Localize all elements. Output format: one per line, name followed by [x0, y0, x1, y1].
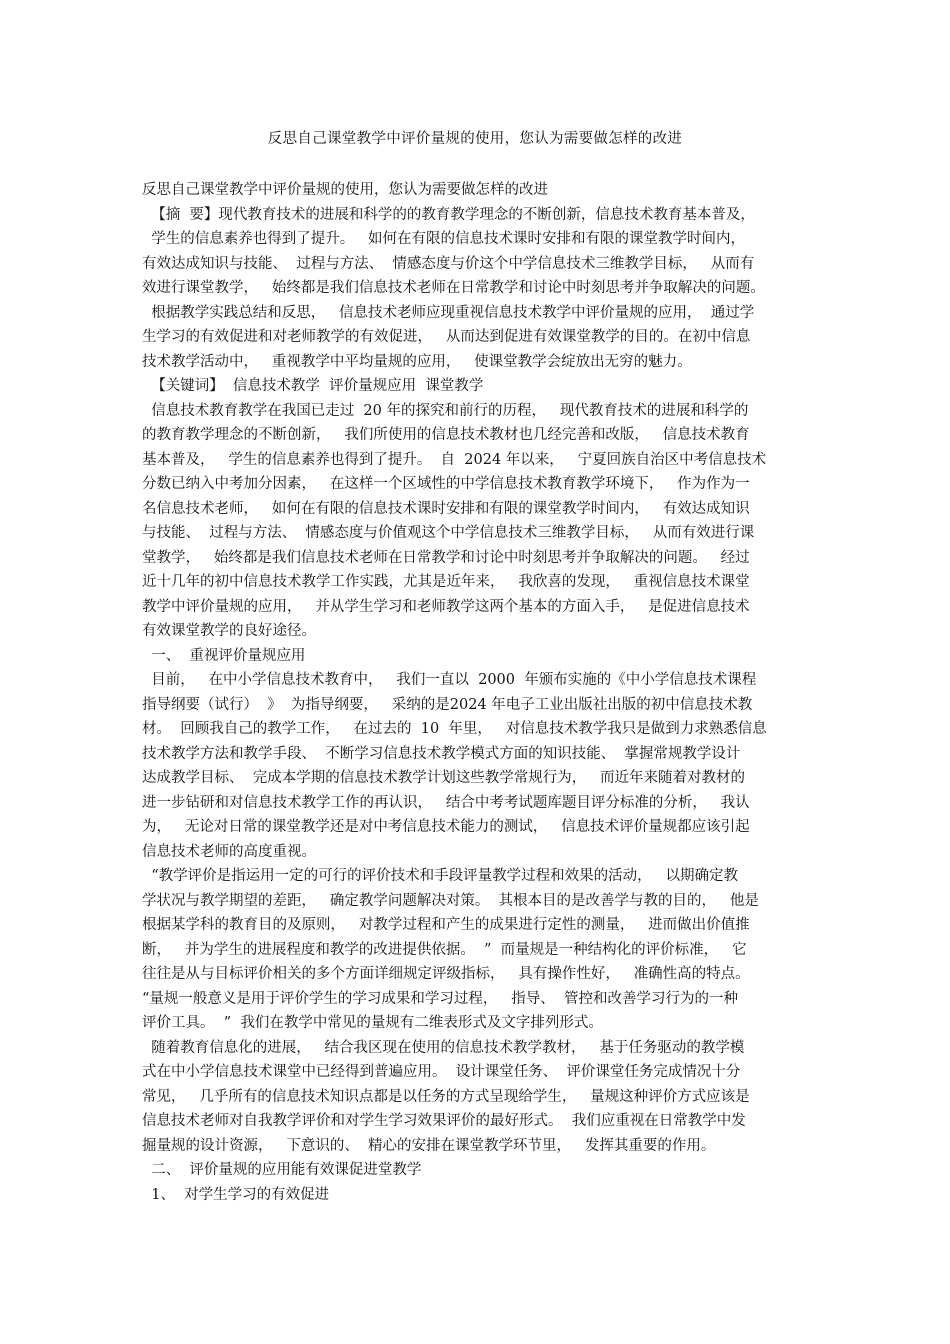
text-line: 技术教学活动中， 重视教学中平均量规的应用， 使课堂教学会绽放出无穷的魅力。 — [142, 353, 692, 370]
text-line: 掘量规的设计资源， 下意识的、 精心的安排在课堂教学环节里， 发挥其重要的作用。 — [142, 1137, 716, 1154]
text-line: 目前， 在中小学信息技术教育中， 我们一直以 2000 年颁布实施的《中小学信息技术课程 — [142, 672, 757, 688]
subsection-heading: 1、 对学生学习的有效促进 — [142, 1186, 330, 1203]
text-line: 与技能、 过程与方法、 情感态度与价值观这个中学信息技术三维教学目标， 从而有效进行课 — [142, 525, 755, 541]
text-line: 评价工具。 ” 我们在教学中常见的量规有二维表形式及文字排列形式。 — [142, 1015, 603, 1031]
text-line: 根据某学科的教育目的及原则， 对教学过程和产生的成果进行定性的测量， 进而做出价值推 — [142, 917, 750, 933]
text-line: 近十几年的初中信息技术教学工作实践，尤其是近年来， 我欣喜的发现， 重视信息技术课堂 — [142, 574, 750, 590]
text-line: 常见， 几乎所有的信息技术知识点都是以任务的方式呈现给学生， 量规这种评价方式应该是 — [142, 1088, 750, 1105]
text-line: 基本普及， 学生的信息素养也得到了提升。 自 2024 年以来， 宁夏回族自治区中考信息技术 — [142, 451, 767, 468]
text-line: 【关键词】 信息技术教学 评价量规应用 课堂教学 — [142, 378, 484, 394]
text-line: 学状况与教学期望的差距， 确定教学问题解决对策。 其根本目的是改善学与教的目的， 他是 — [142, 892, 759, 909]
text-line: 教学中评价量规的应用， 并从学生学习和老师教学这两个基本的方面入手， 是促进信息技术 — [142, 598, 750, 615]
text-line: “教学评价是指运用一定的可行的评价技术和手段评量教学过程和效果的活动， 以期确定教 — [142, 868, 738, 884]
section-heading: 二、 评价量规的应用能有效课促进堂教学 — [142, 1162, 422, 1178]
text-line: 材。 回顾我自己的教学工作， 在过去的 10 年里， 对信息技术教学我只是做到力求熟悉信息 — [142, 721, 767, 737]
text-line: 分数已纳入中考加分因素， 在这样一个区域性的中学信息技术教育教学环境下， 作为作为一 — [142, 476, 750, 492]
text-line: 为， 无论对日常的课堂教学还是对中考信息技术能力的测试， 信息技术评价量规都应该引起 — [142, 819, 750, 835]
text-line: 根据教学实践总结和反思， 信息技术老师应现重视信息技术教学中评价量规的应用， 通过学 — [142, 304, 755, 321]
text-line: 堂教学， 始终都是我们信息技术老师在日常教学和讨论中时刻思考并争取解决的问题。 经过 — [142, 549, 750, 566]
text-line: 生学习的有效促进和对老师教学的有效促进， 从而达到促进有效课堂教学的目的。在初中信息 — [142, 329, 751, 345]
document-title: 反思自己课堂教学中评价量规的使用，您认为需要做怎样的改进 — [267, 131, 683, 147]
text-line: 有效课堂教学的良好途径。 — [142, 623, 316, 639]
text-line: 信息技术教育教学在我国已走过 20 年的探究和前行的历程， 现代教育技术的进展和科学的 — [142, 402, 749, 419]
document-body — [142, 178, 814, 1207]
text-line: 一、 重视评价量规应用 — [142, 647, 306, 664]
text-line: 效进行课堂教学， 始终都是我们信息技术老师在日常教学和讨论中时刻思考并争取解决的问题。 — [142, 280, 765, 296]
text-line: “量规一般意义是用于评价学生的学习成果和学习过程， 指导、 管控和改善学习行为的一种 — [142, 990, 738, 1007]
text-line: 达成教学目标、 完成本学期的信息技术教学计划这些教学常规行为， 而近年来随着对教材的 — [142, 770, 746, 786]
text-line: 名信息技术老师， 如何在有限的信息技术课时安排和有限的课堂教学时间内， 有效达成知识 — [142, 500, 750, 517]
text-line: 信息技术老师的高度重视。 — [142, 843, 316, 860]
text-line: 往往是从与目标评价相关的多个方面详细规定评级指标， 具有操作性好， 准确性高的特点。 — [142, 966, 750, 982]
text-line: 反思自己课堂教学中评价量规的使用，您认为需要做怎样的改进 — [142, 182, 548, 198]
text-line: 指导纲要（试行） 》 为指导纲要， 采纳的是2024 年电子工业出版社出版的初中信息技术教 — [142, 696, 753, 713]
text-line: 技术教学方法和教学手段、 不断学习信息技术教学模式方面的知识技能、 掌握常规教学设计 — [142, 745, 741, 762]
text-line: 【摘 要】现代教育技术的进展和科学的的教育教学理念的不断创新，信息技术教育基本普及， — [142, 206, 755, 223]
text-line: 信息技术老师对自我教学评价和对学生学习效果评价的最好形式。 我们应重视在日常教学中发 — [142, 1113, 746, 1129]
text-line: 断， 并为学生的进展程度和教学的改进提供依据。 ” 而量规是一种结构化的评价标准， 它 — [142, 941, 747, 958]
text-line: 有效达成知识与技能、 过程与方法、 情感态度与价这个中学信息技术三维教学目标， 从而有 — [142, 255, 755, 272]
text-line: 随着教育信息化的进展， 结合我区现在使用的信息技术教学教材， 基于任务驱动的教学模 — [142, 1039, 745, 1056]
text-line: 进一步钻研和对信息技术教学工作的再认识， 结合中考考试题库题目评分标准的分析， 我认 — [142, 794, 750, 811]
text-line: 的教育教学理念的不断创新， 我们所使用的信息技术教材也几经完善和改版， 信息技术教育 — [142, 427, 750, 443]
text-line: 学生的信息素养也得到了提升。 如何在有限的信息技术课时安排和有限的课堂教学时间内， — [142, 231, 746, 247]
text-line: 式在中小学信息技术课堂中已经得到普遍应用。 设计课堂任务、 评价课堂任务完成情况十分 — [142, 1064, 741, 1080]
